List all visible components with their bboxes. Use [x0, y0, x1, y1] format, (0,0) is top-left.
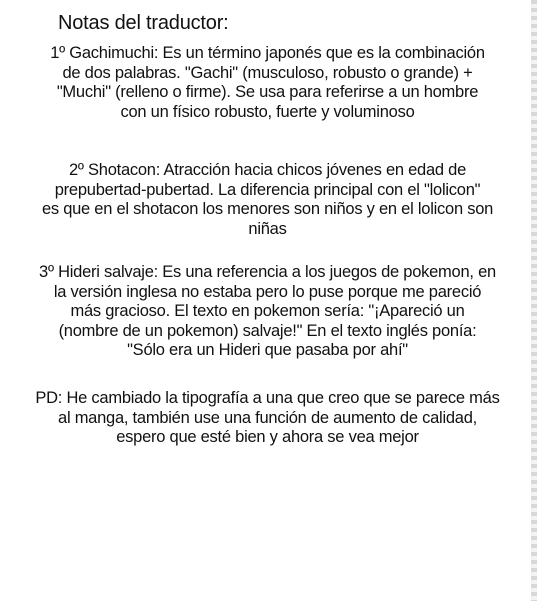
- note-line: con un físico robusto, fuerte y voluminoso: [120, 102, 415, 121]
- note-line: 1º Gachimuchi: Es un término japonés que es la combinación: [50, 44, 485, 62]
- note-line: "Sólo era un Hideri que pasaba por ahí": [127, 341, 408, 360]
- note-line: niñas: [248, 219, 287, 238]
- note-line: prepubertad-pubertad. La diferencia principal con el "lolicon": [54, 180, 481, 199]
- note-line: 2º Shotacon: Atracción hacia chicos jóvenes en edad de: [68, 161, 467, 179]
- note-gachimuchi: [6, 44, 529, 122]
- note-line: más gracioso. El texto en pokemon sería: "¡Apareció un: [70, 302, 465, 321]
- note-line: "Muchi" (relleno o firme). Se usa para referirse a un hombre: [56, 83, 479, 102]
- note-line: al manga, también use una función de aumento de calidad,: [58, 408, 477, 427]
- note-line: (nombre de un pokemon) salvaje!" En el texto inglés ponía:: [58, 321, 477, 340]
- note-hideri-salvaje: [6, 263, 529, 361]
- note-line: la versión inglesa no estaba pero lo puse porque me pareció: [53, 282, 482, 301]
- note-line: 3º Hideri salvaje: Es una referencia a los juegos de pokemon, en: [39, 263, 496, 281]
- notes-title: Notas del traductor:: [58, 12, 229, 34]
- page-edge-divider: [531, 0, 537, 601]
- note-pd: [6, 389, 529, 448]
- note-line: PD: He cambiado la tipografía a una que creo que se parece más: [35, 389, 500, 407]
- note-shotacon: [6, 161, 529, 239]
- note-line: de dos palabras. "Gachi" (musculoso, robusto o grande) +: [62, 63, 473, 82]
- note-line: espero que esté bien y ahora se vea mejor: [116, 428, 419, 447]
- note-line: es que en el shotacon los menores son niños y en el lolicon son: [41, 200, 494, 219]
